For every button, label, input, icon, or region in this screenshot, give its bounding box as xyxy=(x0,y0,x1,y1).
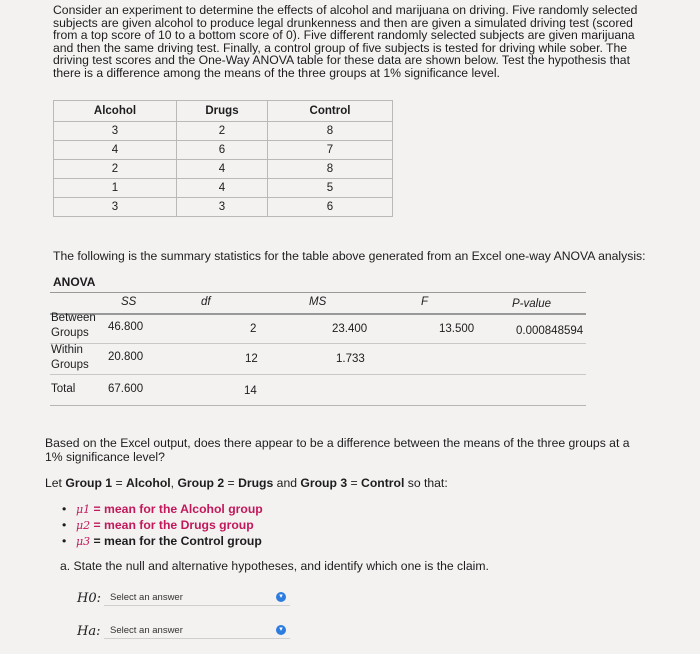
anova-title: ANOVA xyxy=(53,275,96,289)
divider xyxy=(50,405,586,406)
group1-value: Alcohol xyxy=(125,476,171,490)
table-row xyxy=(54,198,393,217)
table-row xyxy=(54,122,393,141)
table-cell: 8 xyxy=(268,160,393,179)
col-header-alcohol: Alcohol xyxy=(54,101,177,122)
table-cell: 8 xyxy=(268,122,393,141)
table-cell: 7 xyxy=(268,141,393,160)
anova-header-ss: SS xyxy=(121,296,137,308)
table-row xyxy=(54,179,393,198)
list-item xyxy=(62,533,263,549)
mu3-desc: = mean for the Control group xyxy=(93,534,262,548)
problem-intro: Consider an experiment to determine the effects of alcohol and marijuana on driving. Five randomly selected subjects are given alcohol to produce legal drunkenness and then are given a simulated driving test (scored from a top score of 10 to a bottom score of 0). Five different randomly selected subjects are given marijuana and then the same driving test. Finally, a control group of five subjects is tested for driving while sober. The driving test scores and the One-Way ANOVA table for these data are shown below. Test the hypothesis that there is a difference among the means of the three groups at 1% significance level. xyxy=(53,3,638,80)
equals: = xyxy=(347,476,362,490)
table-row xyxy=(54,141,393,160)
ha-label: Ha: xyxy=(77,624,101,639)
separator: , xyxy=(170,476,178,490)
between-f: 13.500 xyxy=(439,323,475,335)
chevron-down-icon: ▾ xyxy=(276,592,286,602)
equals: = xyxy=(112,476,126,490)
list-item xyxy=(62,517,263,533)
anova-header-f: F xyxy=(421,296,429,308)
table-cell: 2 xyxy=(54,160,177,179)
table-cell: 3 xyxy=(54,198,177,217)
row-label-between-2: Groups xyxy=(51,327,89,339)
data-table xyxy=(53,100,393,217)
divider xyxy=(50,374,586,375)
divider xyxy=(50,313,586,315)
let-suffix: so that: xyxy=(404,476,448,490)
mu3-symbol: μ3 xyxy=(76,535,91,548)
mu1-desc: = mean for the Alcohol group xyxy=(93,502,263,516)
list-item xyxy=(62,501,263,517)
table-cell: 1 xyxy=(54,179,177,198)
ha-select[interactable] xyxy=(104,622,290,639)
row-label-total: Total xyxy=(51,383,76,395)
group2-value: Drugs xyxy=(238,476,274,490)
row-label-between: Between xyxy=(51,312,96,324)
table-cell: 4 xyxy=(177,179,268,198)
equals: = xyxy=(224,476,239,490)
table-cell: 5 xyxy=(268,179,393,198)
table-cell: 2 xyxy=(177,122,268,141)
h0-label: H0: xyxy=(77,591,101,606)
part-a-instructions: a. State the null and alternative hypotheses, and identify which one is the claim. xyxy=(60,559,489,573)
within-ms: 1.733 xyxy=(336,353,365,365)
table-cell: 3 xyxy=(54,122,177,141)
bullet-icon: • xyxy=(62,534,67,548)
divider xyxy=(50,343,586,344)
anova-header-ms: MS xyxy=(309,296,327,308)
between-pvalue: 0.000848594 xyxy=(516,325,584,337)
mean-definitions xyxy=(62,501,263,549)
ha-select-value: Select an answer xyxy=(110,625,183,636)
table-cell: 6 xyxy=(177,141,268,160)
table-cell: 3 xyxy=(177,198,268,217)
group1-label: Group 1 xyxy=(65,476,113,490)
table-row xyxy=(54,160,393,179)
bullet-icon: • xyxy=(62,518,67,532)
table-cell: 4 xyxy=(54,141,177,160)
row-label-within-2: Groups xyxy=(51,359,89,371)
table-cell: 4 xyxy=(177,160,268,179)
between-ms: 23.400 xyxy=(332,323,368,335)
question-text: Based on the Excel output, does there appear to be a difference between the means of the three groups at a 1% significance level? xyxy=(45,436,630,464)
h0-select[interactable] xyxy=(104,589,290,606)
summary-intro: The following is the summary statistics for the table above generated from an Excel one-way ANOVA analysis: xyxy=(53,249,646,263)
let-prefix: Let xyxy=(45,476,66,490)
anova-header-pvalue: P-value xyxy=(512,298,551,310)
mu2-desc: = mean for the Drugs group xyxy=(93,518,254,532)
table-cell: 6 xyxy=(268,198,393,217)
anova-header-df: df xyxy=(201,296,211,308)
col-header-drugs: Drugs xyxy=(177,101,268,122)
row-label-within: Within xyxy=(51,344,83,356)
chevron-down-icon: ▾ xyxy=(276,625,286,635)
total-df: 14 xyxy=(244,385,257,397)
separator: and xyxy=(273,476,301,490)
within-ss: 20.800 xyxy=(108,351,144,363)
group-definition xyxy=(45,476,448,490)
group3-label: Group 3 xyxy=(300,476,348,490)
col-header-control: Control xyxy=(268,101,393,122)
mu1-symbol: μ1 xyxy=(76,503,91,516)
within-df: 12 xyxy=(245,353,258,365)
between-df: 2 xyxy=(250,323,257,335)
group3-value: Control xyxy=(361,476,405,490)
divider xyxy=(50,292,586,293)
mu2-symbol: μ2 xyxy=(76,519,91,532)
h0-select-value: Select an answer xyxy=(110,592,183,603)
group2-label: Group 2 xyxy=(177,476,225,490)
total-ss: 67.600 xyxy=(108,383,144,395)
bullet-icon: • xyxy=(62,502,67,516)
between-ss: 46.800 xyxy=(108,321,144,333)
